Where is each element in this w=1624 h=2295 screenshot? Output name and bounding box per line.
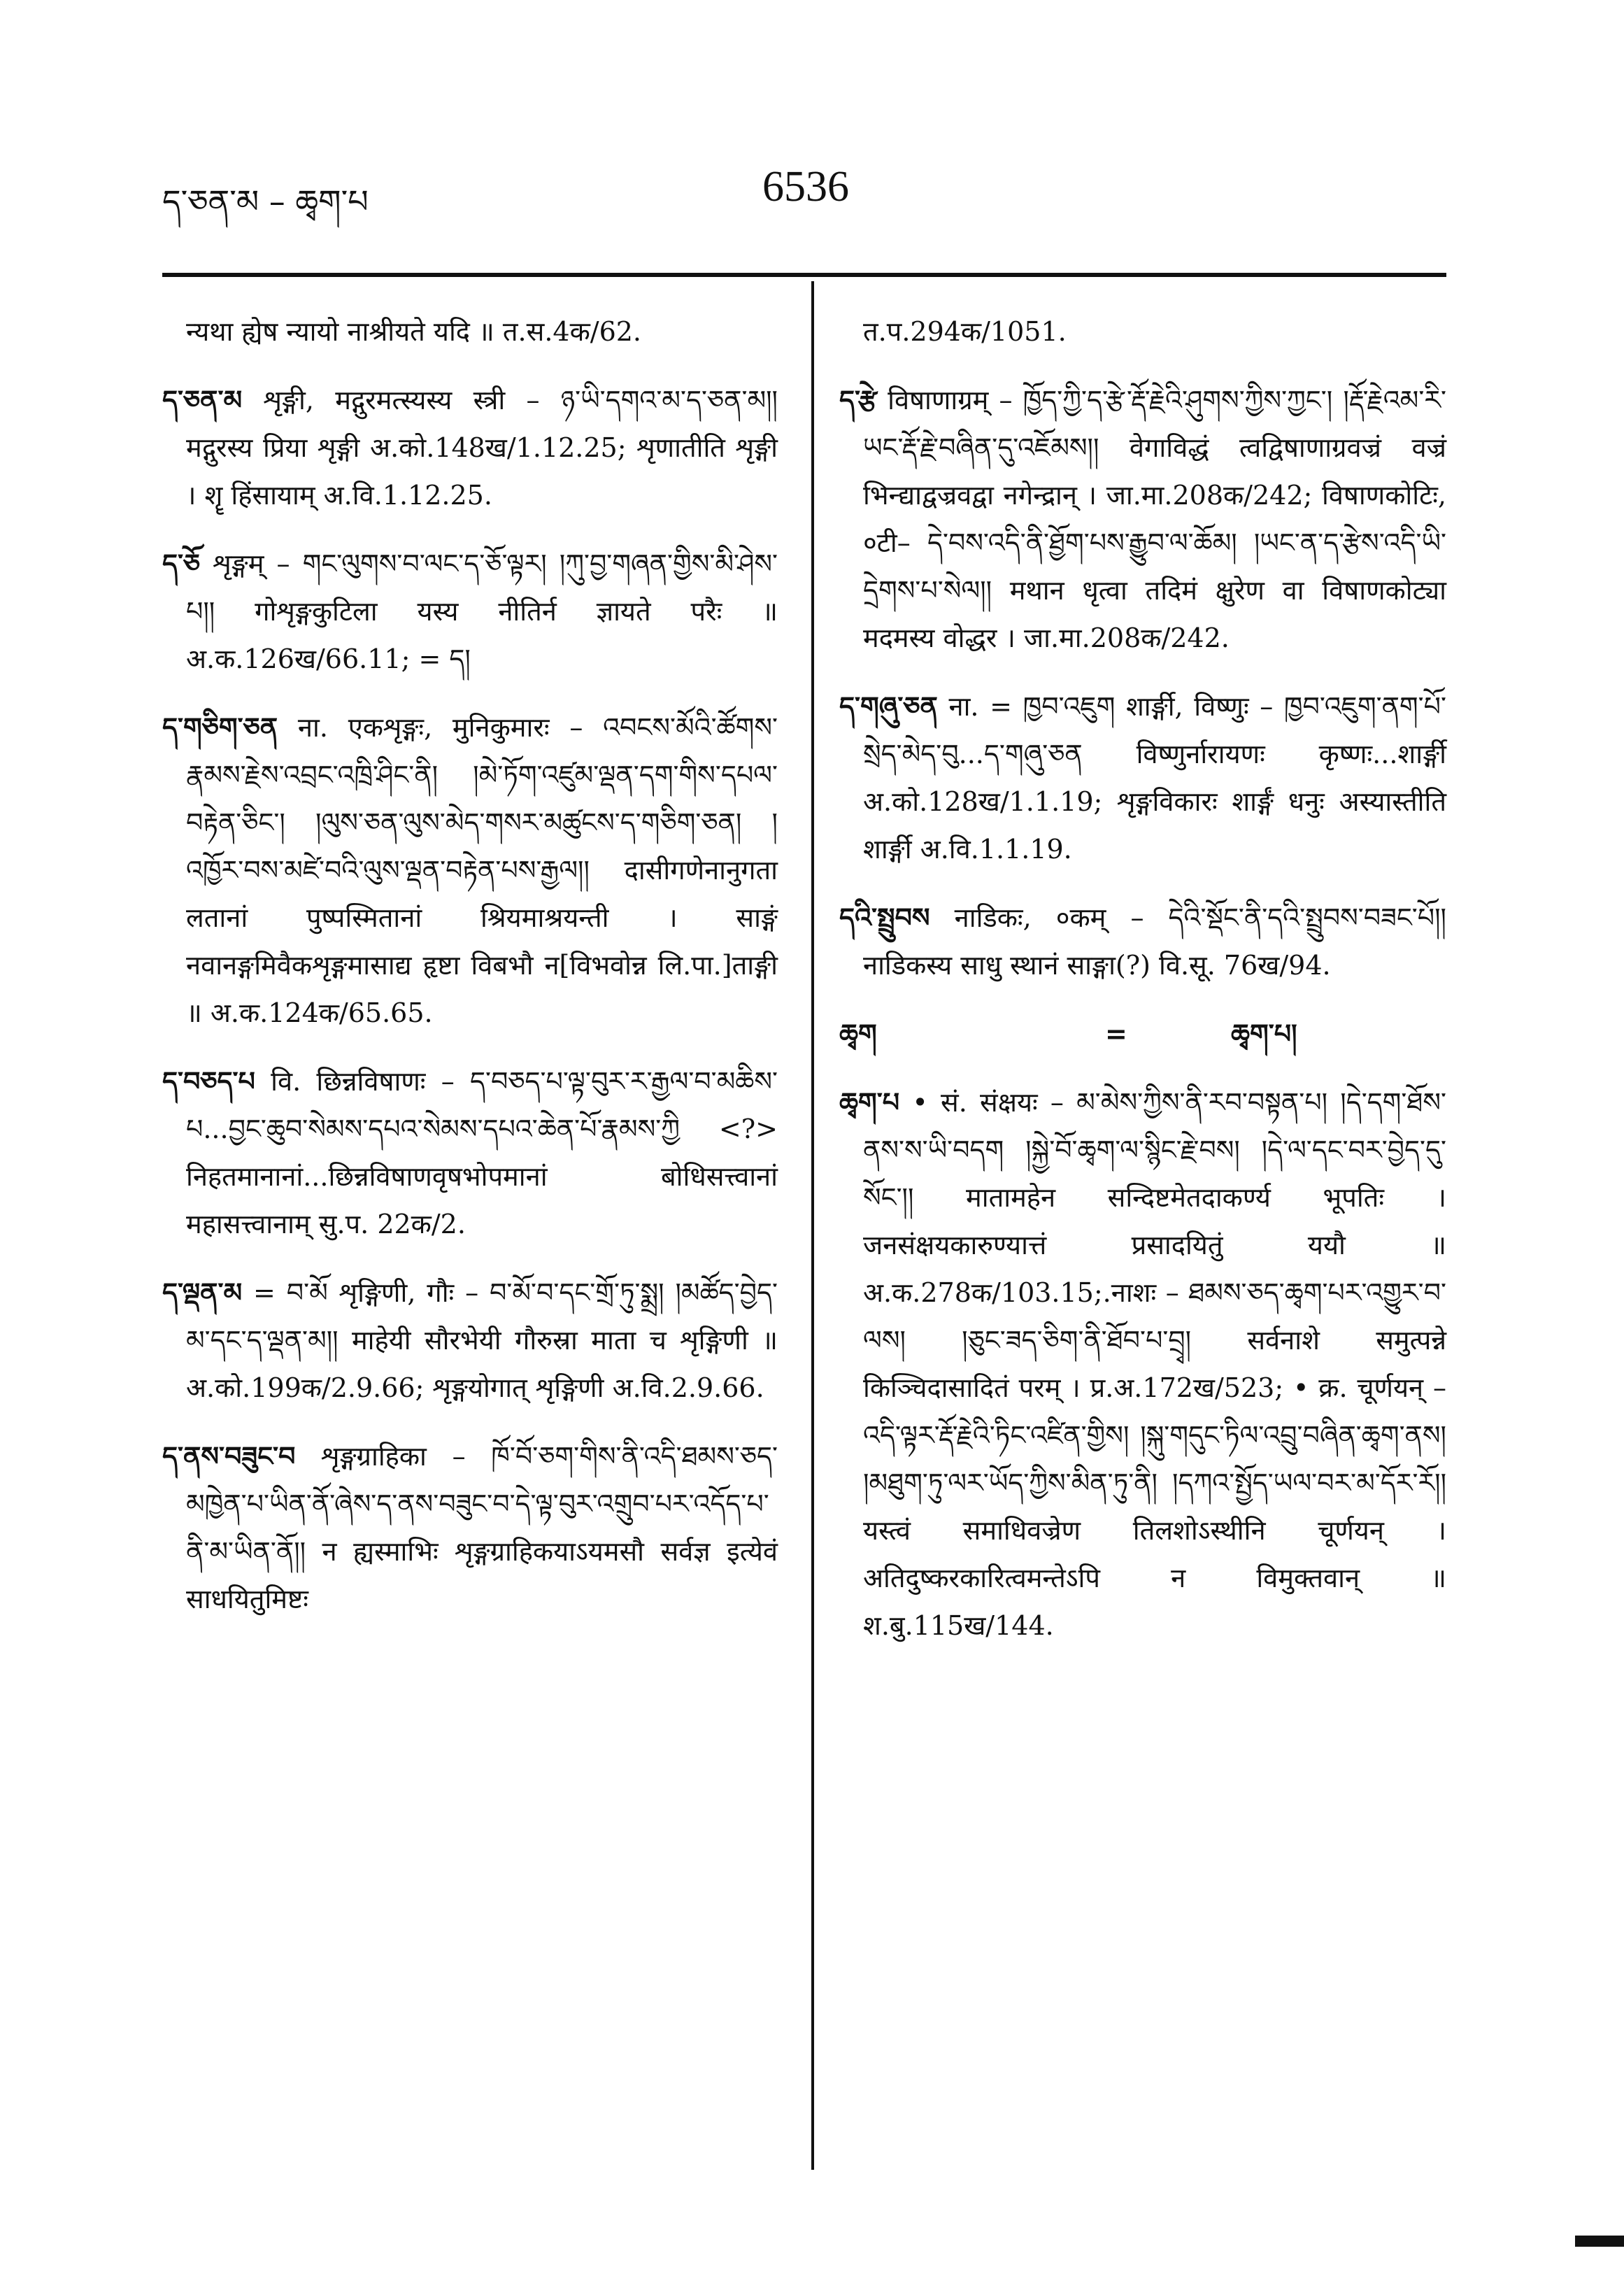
entry <box>162 376 778 519</box>
entry-text: शृङ्गी, मद्गुरमत्स्यस्य स्त्री – ཉ་ཡི་དགའ་མ་ད་ཅན་མ།། मद्गुरस्य प्रिया शृङ्गी अ.को.148ख/1.12.25; शृणातीति शृङ्गी । शॄ हिंसायाम् अ.वि.1.12.25. <box>186 385 778 511</box>
entry-text: शृङ्गम् – གང་ལུགས་བ་ལང་ད་ཅོ་ལྟར། །ཀུ་བྱ་གཞན་གྱིས་མི་ཤེས་པ།། गोशृङ्गकुटिला यस्य नीतिर्न ज्ञायते परैः ॥ अ.क.126ख/66.11; = ད། <box>186 548 778 674</box>
entry <box>162 1433 778 1623</box>
right-column <box>839 308 1446 1670</box>
entry-text: = བ་མོ शृङ्गिणी, गौः – བ་མོ་བ་དང་གྲོ་ཏུ་སྨྲ། །མཚོད་བྱེད་མ་དང་ད་ལྡན་མ།། माहेयी सौरभेयी गौरुस्रा माता च शृङ्गिणी ॥ अ.को.199क/2.9.66; शृङ्गयोगात् शृङ्गिणी अ.वि.2.9.66. <box>186 1277 778 1403</box>
entry-text: • सं. संक्षयः – མ་མེས་ཀྱིས་ནི་རབ་བསྟན་པ། །དེ་དག་ཐོས་ནས་ས་ཡི་བདག །སྐྱེ་བོ་ཆྭག་ལ་སྙིང་རྗེ་བས། །དེ་ལ་དང་བར་བྱེད་དུ་སོང་།། मातामहेन सन्दिष्टमेतदाकर्ण्य भूपतिः । जनसंक्षयकारुण्यात्तं प्रसादयितुं ययौ ॥ अ.क.278क/103.15;.नाशः – ཐམས་ཅད་ཆྭག་པར་འགྱུར་བ་ལས། །ཅུང་ཟད་ཅིག་ནི་ཐོབ་པ་བྲྭ། सर्वनाशे समुत्पन्ने किञ्चिदासादितं परम् । प्र.अ.172ख/523; • क्र. चूर्णयन् – འདི་ལྟར་རྡོ་རྗེའི་ཏིང་འཛིན་གྱིས། །སྐུ་གདུང་ཏིལ་འབྲུ་བཞིན་ཆྭག་ནས། །མཐུག་ཏུ་ལར་ཡོད་ཀྱིས་མིན་ཏུ་ནི། །དཀའ་སྤྱོད་ཡལ་བར་མ་དོར་རོ།། यस्त्वं समाधिवज्रेण तिलशोऽस्थीनि चूर्णयन् । अतिदुष्करकारित्वमन्तेऽपि न विमुक्तवान् ॥ श.बु.115ख/144. <box>863 1087 1446 1641</box>
entry <box>839 894 1446 989</box>
entry <box>162 540 778 683</box>
entry-headword: ད་ནས་བཟུང་བ <box>162 1441 296 1472</box>
crossref-equals: = <box>1105 1018 1127 1049</box>
crossref-term: ཆྭག <box>839 1018 877 1049</box>
entry-headword: ད་གཞུ་ཅན <box>839 691 938 722</box>
entry <box>162 308 778 355</box>
entry-headword: ཆྭག་པ <box>839 1087 900 1118</box>
column-divider <box>811 281 814 2170</box>
entry <box>162 1058 778 1248</box>
page-number: 6536 <box>762 163 849 211</box>
edge-mark <box>1575 2236 1624 2247</box>
entry-text: ना. = ཁྱབ་འཇུག शार्ङ्गी, विष्णुः – ཁྱབ་འཇུག་ནག་པོ་སྲེད་མེད་བུ...ད་གཞུ་ཅན विष्णुर्नारायणः कृष्णः...शार्ङ्गी अ.को.128ख/1.1.19; शृङ्गविकारः शार्ङ्गं धनुः अस्यास्तीति शार्ङ्गी अ.वि.1.1.19. <box>863 691 1446 865</box>
entry-headword: ད་བཅད་པ <box>162 1066 255 1097</box>
entry-text: न्यथा ह्येष न्यायो नाश्रीयते यदि ॥ त.स.4क/62. <box>186 316 641 347</box>
left-column <box>162 308 778 1644</box>
entry <box>839 376 1446 662</box>
entry-headword: དའི་སྤྲུབས <box>839 902 930 933</box>
entry-text: त.प.294क/1051. <box>863 316 1067 347</box>
entry-headword: ད་ཅོ <box>162 548 201 579</box>
entry-text: विषाणाग्रम् – ཁྱོད་ཀྱི་ད་རྩེ་རྡོ་རྗེའི་ཤུགས་ཀྱིས་ཀྱང་། །རྡོ་རྗེའམ་རི་ཡང་རྡོ་རྗེ་བཞིན་དུ་འཇོམས།། वेगाविद्धं त्वद्विषाणाग्रवज्रं वज्रं भिन्द्याद्वज्रवद्वा नगेन्द्रान् । जा.मा.208क/242; विषाणकोटिः, ०टी– དེ་བས་འདི་ནི་ཐྱོག་པས་རྒྱུབ་ལ་ཆོམ། །ཡང་ན་ད་རྩེས་འདི་ཡི་དྲེགས་པ་སེལ།། मथान धृत्वा तदिमं क्षुरेण वा विषाणकोट्या मदमस्य वोद्धर । जा.मा.208क/242. <box>863 385 1446 653</box>
entry-headword: ད་གཅིག་ཅན <box>162 712 278 743</box>
crossref-target: ཆྭག་པ། <box>1231 1018 1297 1049</box>
entry-text: नाडिकः, ०कम् – དེའི་སྡོང་ནི་དའི་སྤྲུབས་བཟང་པོ།། नाडिकस्य साधु स्थानं साङ्गा(?) वि.सू. 76ख/94. <box>863 902 1446 981</box>
entry-headword: ད་ལྡན་མ <box>162 1277 243 1308</box>
entry-text: शृङ्गग्राहिका – ཁོ་བོ་ཅག་གིས་ནི་འདི་ཐམས་ཅད་མཁྱེན་པ་ཡིན་ནོ་ཞེས་ད་ནས་བཟུང་བ་དེ་ལྟ་བུར་འགྲུབ་པར་འདོད་པ་ནི་མ་ཡིན་ནོ།། न ह्यस्माभिः शृङ्गग्राहिकयाऽयमसौ सर्वज्ञ इत्येवं साधयितुमिष्टः <box>186 1441 778 1614</box>
entry <box>839 1079 1446 1649</box>
cross-reference <box>839 1010 1446 1058</box>
entry <box>839 683 1446 873</box>
entry <box>162 704 778 1037</box>
entry-headword: ད་ཅན་མ <box>162 385 243 415</box>
entry-text: वि. छिन्नविषाणः – ད་བཅད་པ་ལྟ་བུར་ར་རྒྱལ་བ་མཆིས་པ...བྱང་ཆུབ་སེམས་དཔའ་སེམས་དཔའ་ཆེན་པོ་རྣམས་ཀྱི <?> निहतमानानां...छिन्नविषाणवृषभोपमानां बोधिसत्त्वानां महासत्त्वानाम् सु.प. 22क/2. <box>186 1066 778 1239</box>
entry <box>839 308 1446 355</box>
entry-text: ना. एकशृङ्गः, मुनिकुमारः – འབངས་མོའི་ཚོགས་རྣམས་རྗེས་འབྲང་འཁྲི་ཤིང་ནི། །མེ་ཏོག་འཛུམ་ལྡན་དག་གིས་དཔལ་བརྟེན་ཅིང་། །ལུས་ཅན་ལུས་མེད་གསར་མཚུངས་ད་གཅིག་ཅན། །འཁྱོར་བས་མཛེ་བའི་ལུས་ལྡན་བརྟེན་པས་རྒྱལ།། दासीगणेनानुगता लतानां पुष्पस्मितानां श्रियमाश्रयन्ती । साङ्गं नवानङ्गमिवैकशृङ्गमासाद्य हृष्टा विबभौ न[विभवोन्न लि.पा.]ताङ्गी ॥ अ.क.124क/65.65. <box>186 712 778 1028</box>
header-rule <box>162 273 1446 277</box>
running-header: ད་ཅན་མ – ཆྭག་པ <box>162 183 369 220</box>
entry <box>162 1269 778 1412</box>
entry-headword: ད་རྩེ <box>839 385 877 415</box>
